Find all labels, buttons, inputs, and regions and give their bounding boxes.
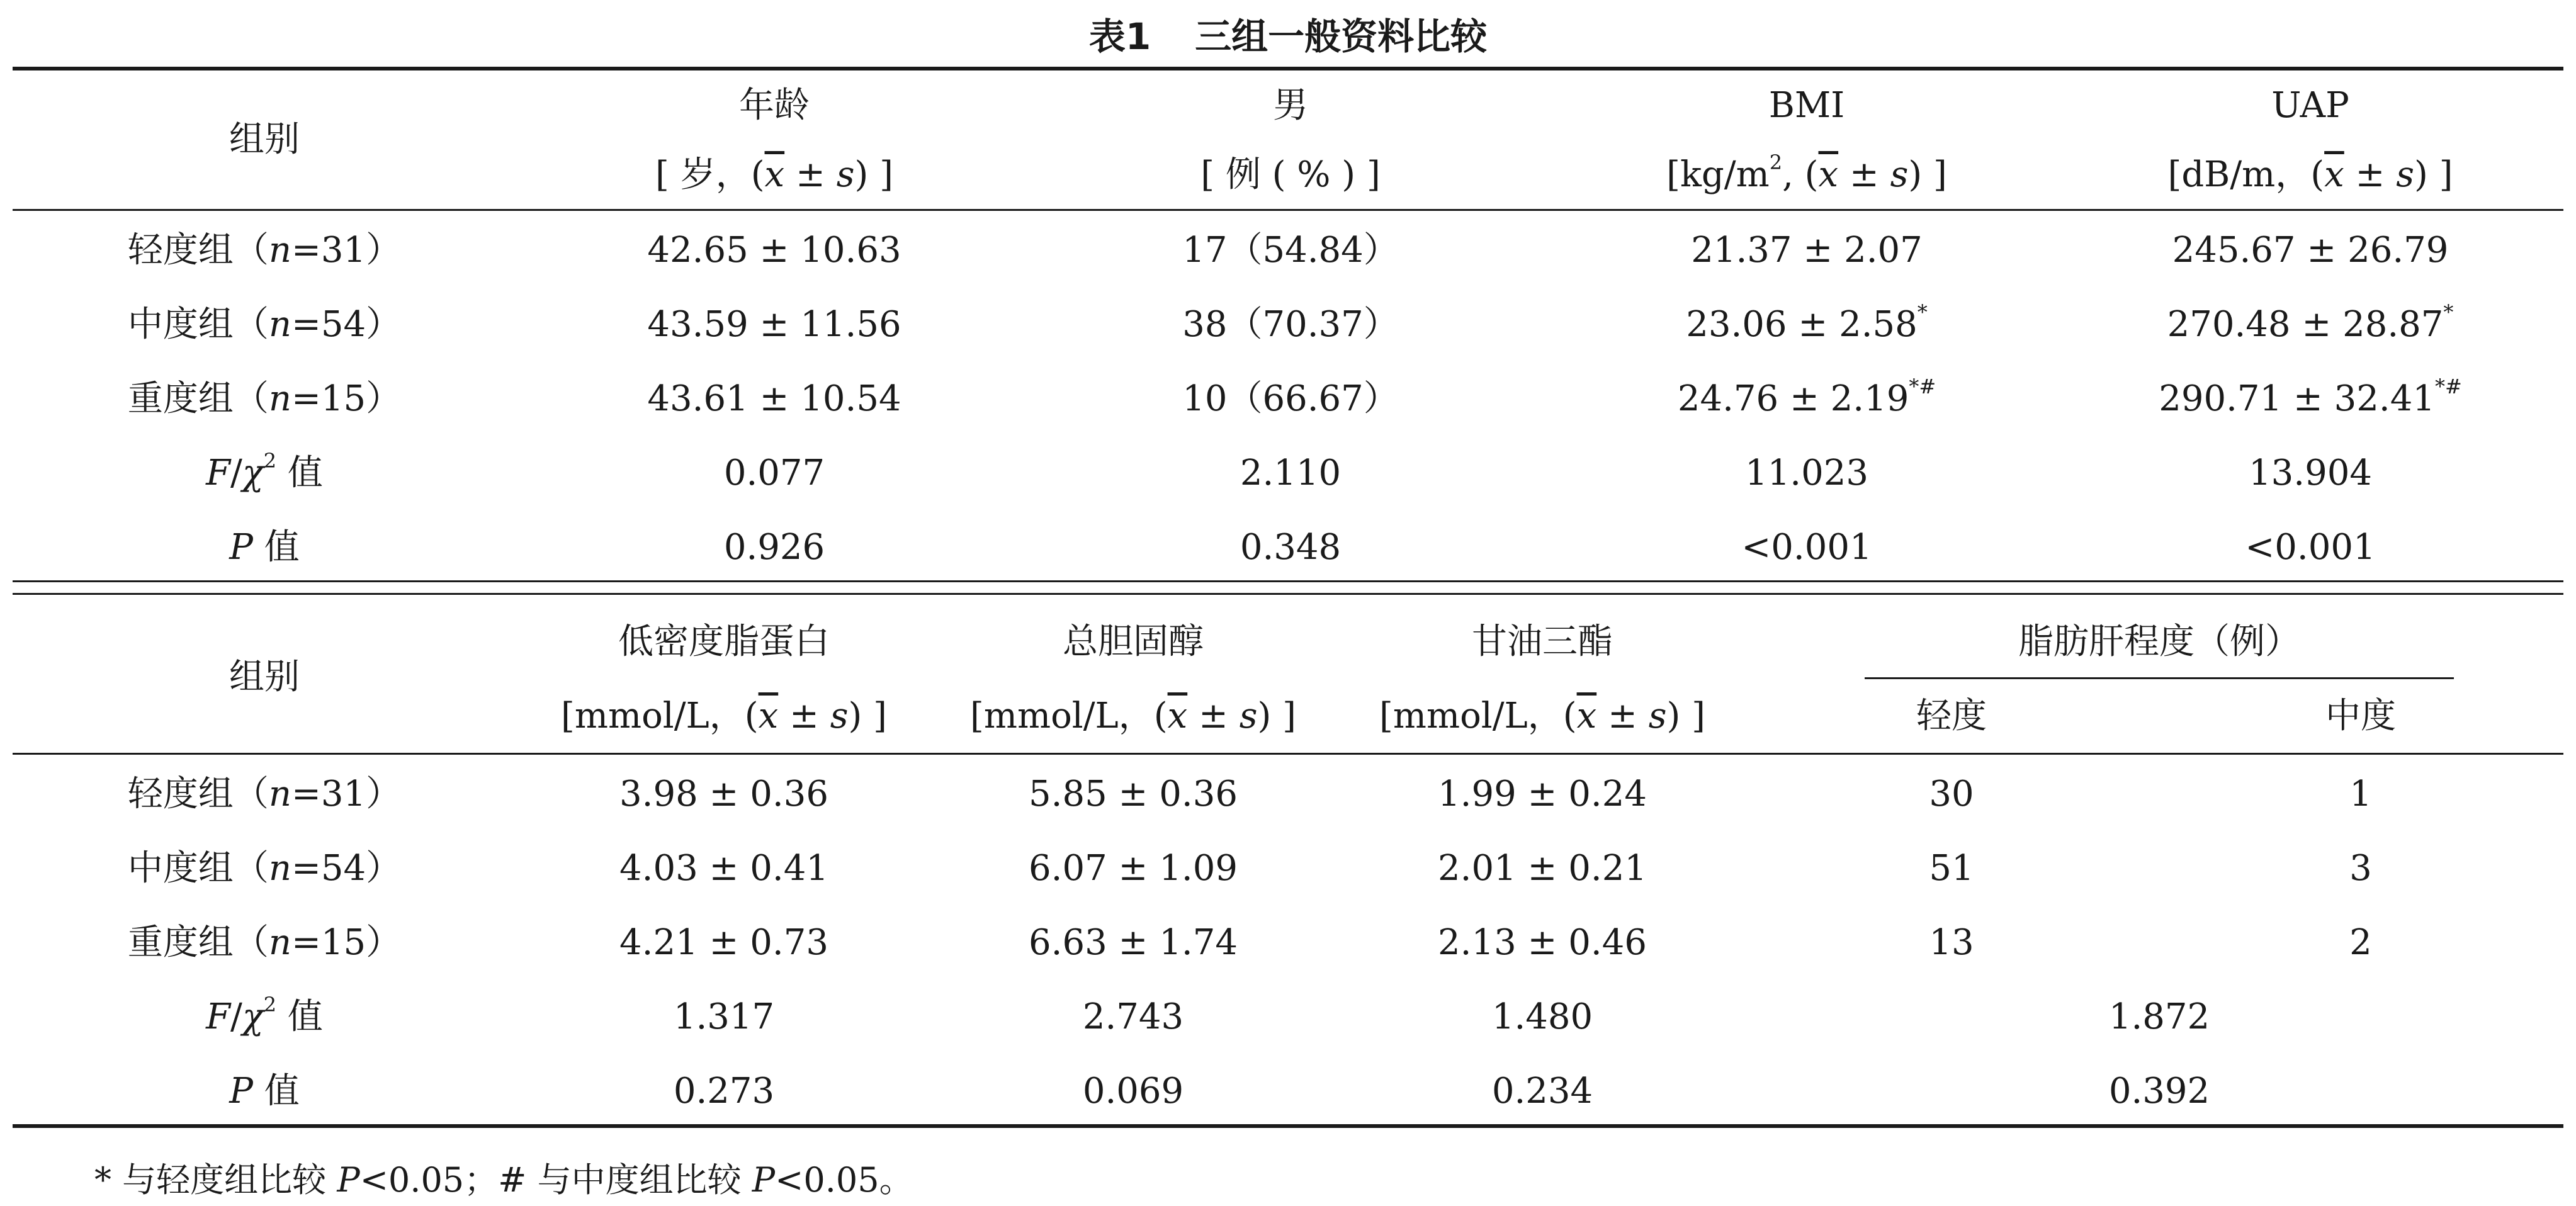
table1-row1-bmi: 21.37 ± 2.07 xyxy=(1691,230,1923,271)
table-separator-rule-top xyxy=(13,580,2563,582)
table2-row2-mild: 51 xyxy=(1929,848,1974,889)
table1-header-uap-unit: [dB/m，$(\overline{x} \pm s)$ ] xyxy=(2167,154,2453,195)
table2-header-tc-unit: [mmol/L，$(\overline{x} \pm s)$ ] xyxy=(970,696,1296,736)
table2-stat-label: $F/\chi^2$ 值 xyxy=(206,993,323,1037)
table2-header-group: 组别 xyxy=(229,657,300,697)
table-separator-rule-bottom xyxy=(13,593,2563,595)
table2-row1-moderate: 1 xyxy=(2349,774,2372,814)
table2-row2-tc: 6.07 ± 1.09 xyxy=(1029,848,1238,889)
table2-header-tg-unit: [mmol/L，$(\overline{x} \pm s)$ ] xyxy=(1379,696,1705,736)
table2-row1-group: 轻度组（n=31） xyxy=(127,774,402,814)
table2-p-tc: 0.069 xyxy=(1082,1071,1184,1112)
table2-p-fatty-liver: 0.392 xyxy=(2108,1071,2210,1112)
table2-header-tg: 甘油三酯 xyxy=(1472,621,1613,662)
table1-row3-male: 10（66.67） xyxy=(1182,378,1399,419)
table2-stat-tg: 1.480 xyxy=(1491,996,1593,1037)
table2-header-ldl-unit: [mmol/L，$(\overline{x} \pm s)$ ] xyxy=(561,696,887,736)
table2-stat-fatty-liver: 1.872 xyxy=(2108,996,2210,1037)
table1-header-bmi: BMI xyxy=(1768,85,1845,126)
table2-row1-tg: 1.99 ± 0.24 xyxy=(1438,774,1647,814)
table1-header-male: 男 xyxy=(1273,85,1308,126)
table2-header-rule xyxy=(13,753,2563,755)
table2-row3-tg: 2.13 ± 0.46 xyxy=(1438,922,1647,963)
table1-row2-male: 38（70.37） xyxy=(1182,304,1399,345)
table2-header-tc: 总胆固醇 xyxy=(1063,621,1204,662)
table2-row2-tg: 2.01 ± 0.21 xyxy=(1438,848,1647,889)
table1-stat-label: $F/\chi^2$ 值 xyxy=(206,449,323,493)
table1-header-bmi-unit: [$kg/m^2$, $(\overline{x} \pm s)$ ] xyxy=(1666,150,1947,195)
table-footnote: * 与轻度组比较 P<0.05；# 与中度组比较 P<0.05。 xyxy=(94,1160,913,1200)
table2-row3-moderate: 2 xyxy=(2349,922,2372,963)
table1-row1-male: 17（54.84） xyxy=(1182,230,1399,271)
table1-row3-uap: 290.71 ± 32.41*# xyxy=(2159,375,2462,419)
table1-row1-age: 42.65 ± 10.63 xyxy=(647,230,901,271)
table1-p-uap: <0.001 xyxy=(2245,527,2376,568)
table2-header-ldl: 低密度脂蛋白 xyxy=(618,621,830,662)
table1-top-rule xyxy=(13,67,2563,70)
table1-header-uap: UAP xyxy=(2271,85,2349,126)
table1-stat-age: 0.077 xyxy=(723,453,825,493)
table1-row3-bmi: 24.76 ± 2.19*# xyxy=(1677,375,1936,419)
table-caption: 三组一般资料比较 xyxy=(1195,15,1488,58)
table2-row2-group: 中度组（n=54） xyxy=(127,848,402,889)
table2-row1-mild: 30 xyxy=(1929,774,1974,814)
table1-header-age-unit: [ 岁，$(\overline{x} \pm s)$ ] xyxy=(655,154,893,195)
table1-stat-uap: 13.904 xyxy=(2249,453,2372,493)
table1-p-label: P 值 xyxy=(229,527,300,568)
table2-row1-tc: 5.85 ± 0.36 xyxy=(1029,774,1238,814)
table2-row3-tc: 6.63 ± 1.74 xyxy=(1029,922,1238,963)
table1-row1-group: 轻度组（n=31） xyxy=(127,230,402,271)
table2-row2-moderate: 3 xyxy=(2349,848,2372,889)
table-number: 表1 xyxy=(1088,15,1151,58)
table2-p-ldl: 0.273 xyxy=(673,1071,775,1112)
table1-row3-age: 43.61 ± 10.54 xyxy=(647,378,901,419)
table1-row2-uap: 270.48 ± 28.87* xyxy=(2167,300,2454,345)
table-title xyxy=(0,5,2576,68)
table1-header-age: 年龄 xyxy=(739,85,810,126)
table2-p-tg: 0.234 xyxy=(1491,1071,1593,1112)
table2-header-moderate: 中度 xyxy=(2325,696,2396,736)
table2-header-fatty-liver: 脂肪肝程度（例） xyxy=(2018,621,2300,662)
table1-p-male: 0.348 xyxy=(1240,527,1342,568)
table1-header-rule xyxy=(13,209,2563,211)
table1-stat-bmi: 11.023 xyxy=(1745,453,1868,493)
table2-stat-ldl: 1.317 xyxy=(673,996,775,1037)
table2-stat-tc: 2.743 xyxy=(1082,996,1184,1037)
table2-fatty-subrule xyxy=(1865,677,2454,679)
table2-p-label: P 值 xyxy=(229,1071,300,1112)
table2-row3-group: 重度组（n=15） xyxy=(127,922,402,963)
table1-header-male-unit: [ 例 ( % ) ] xyxy=(1200,154,1381,195)
table1-row1-uap: 245.67 ± 26.79 xyxy=(2172,230,2449,271)
table2-header-mild: 轻度 xyxy=(1916,696,1987,736)
table1-stat-male: 2.110 xyxy=(1240,453,1342,493)
table1-row2-group: 中度组（n=54） xyxy=(127,304,402,345)
table1-p-bmi: <0.001 xyxy=(1741,527,1872,568)
table2-row2-ldl: 4.03 ± 0.41 xyxy=(619,848,828,889)
table2-bottom-rule xyxy=(13,1124,2563,1128)
table2-row1-ldl: 3.98 ± 0.36 xyxy=(619,774,828,814)
table2-row3-mild: 13 xyxy=(1929,922,1974,963)
table1-row2-bmi: 23.06 ± 2.58* xyxy=(1686,300,1928,345)
table1-header-group: 组别 xyxy=(229,119,300,160)
table2-row3-ldl: 4.21 ± 0.73 xyxy=(619,922,828,963)
table1-row2-age: 43.59 ± 11.56 xyxy=(647,304,901,345)
table1-p-age: 0.926 xyxy=(723,527,825,568)
table1-row3-group: 重度组（n=15） xyxy=(127,378,402,419)
